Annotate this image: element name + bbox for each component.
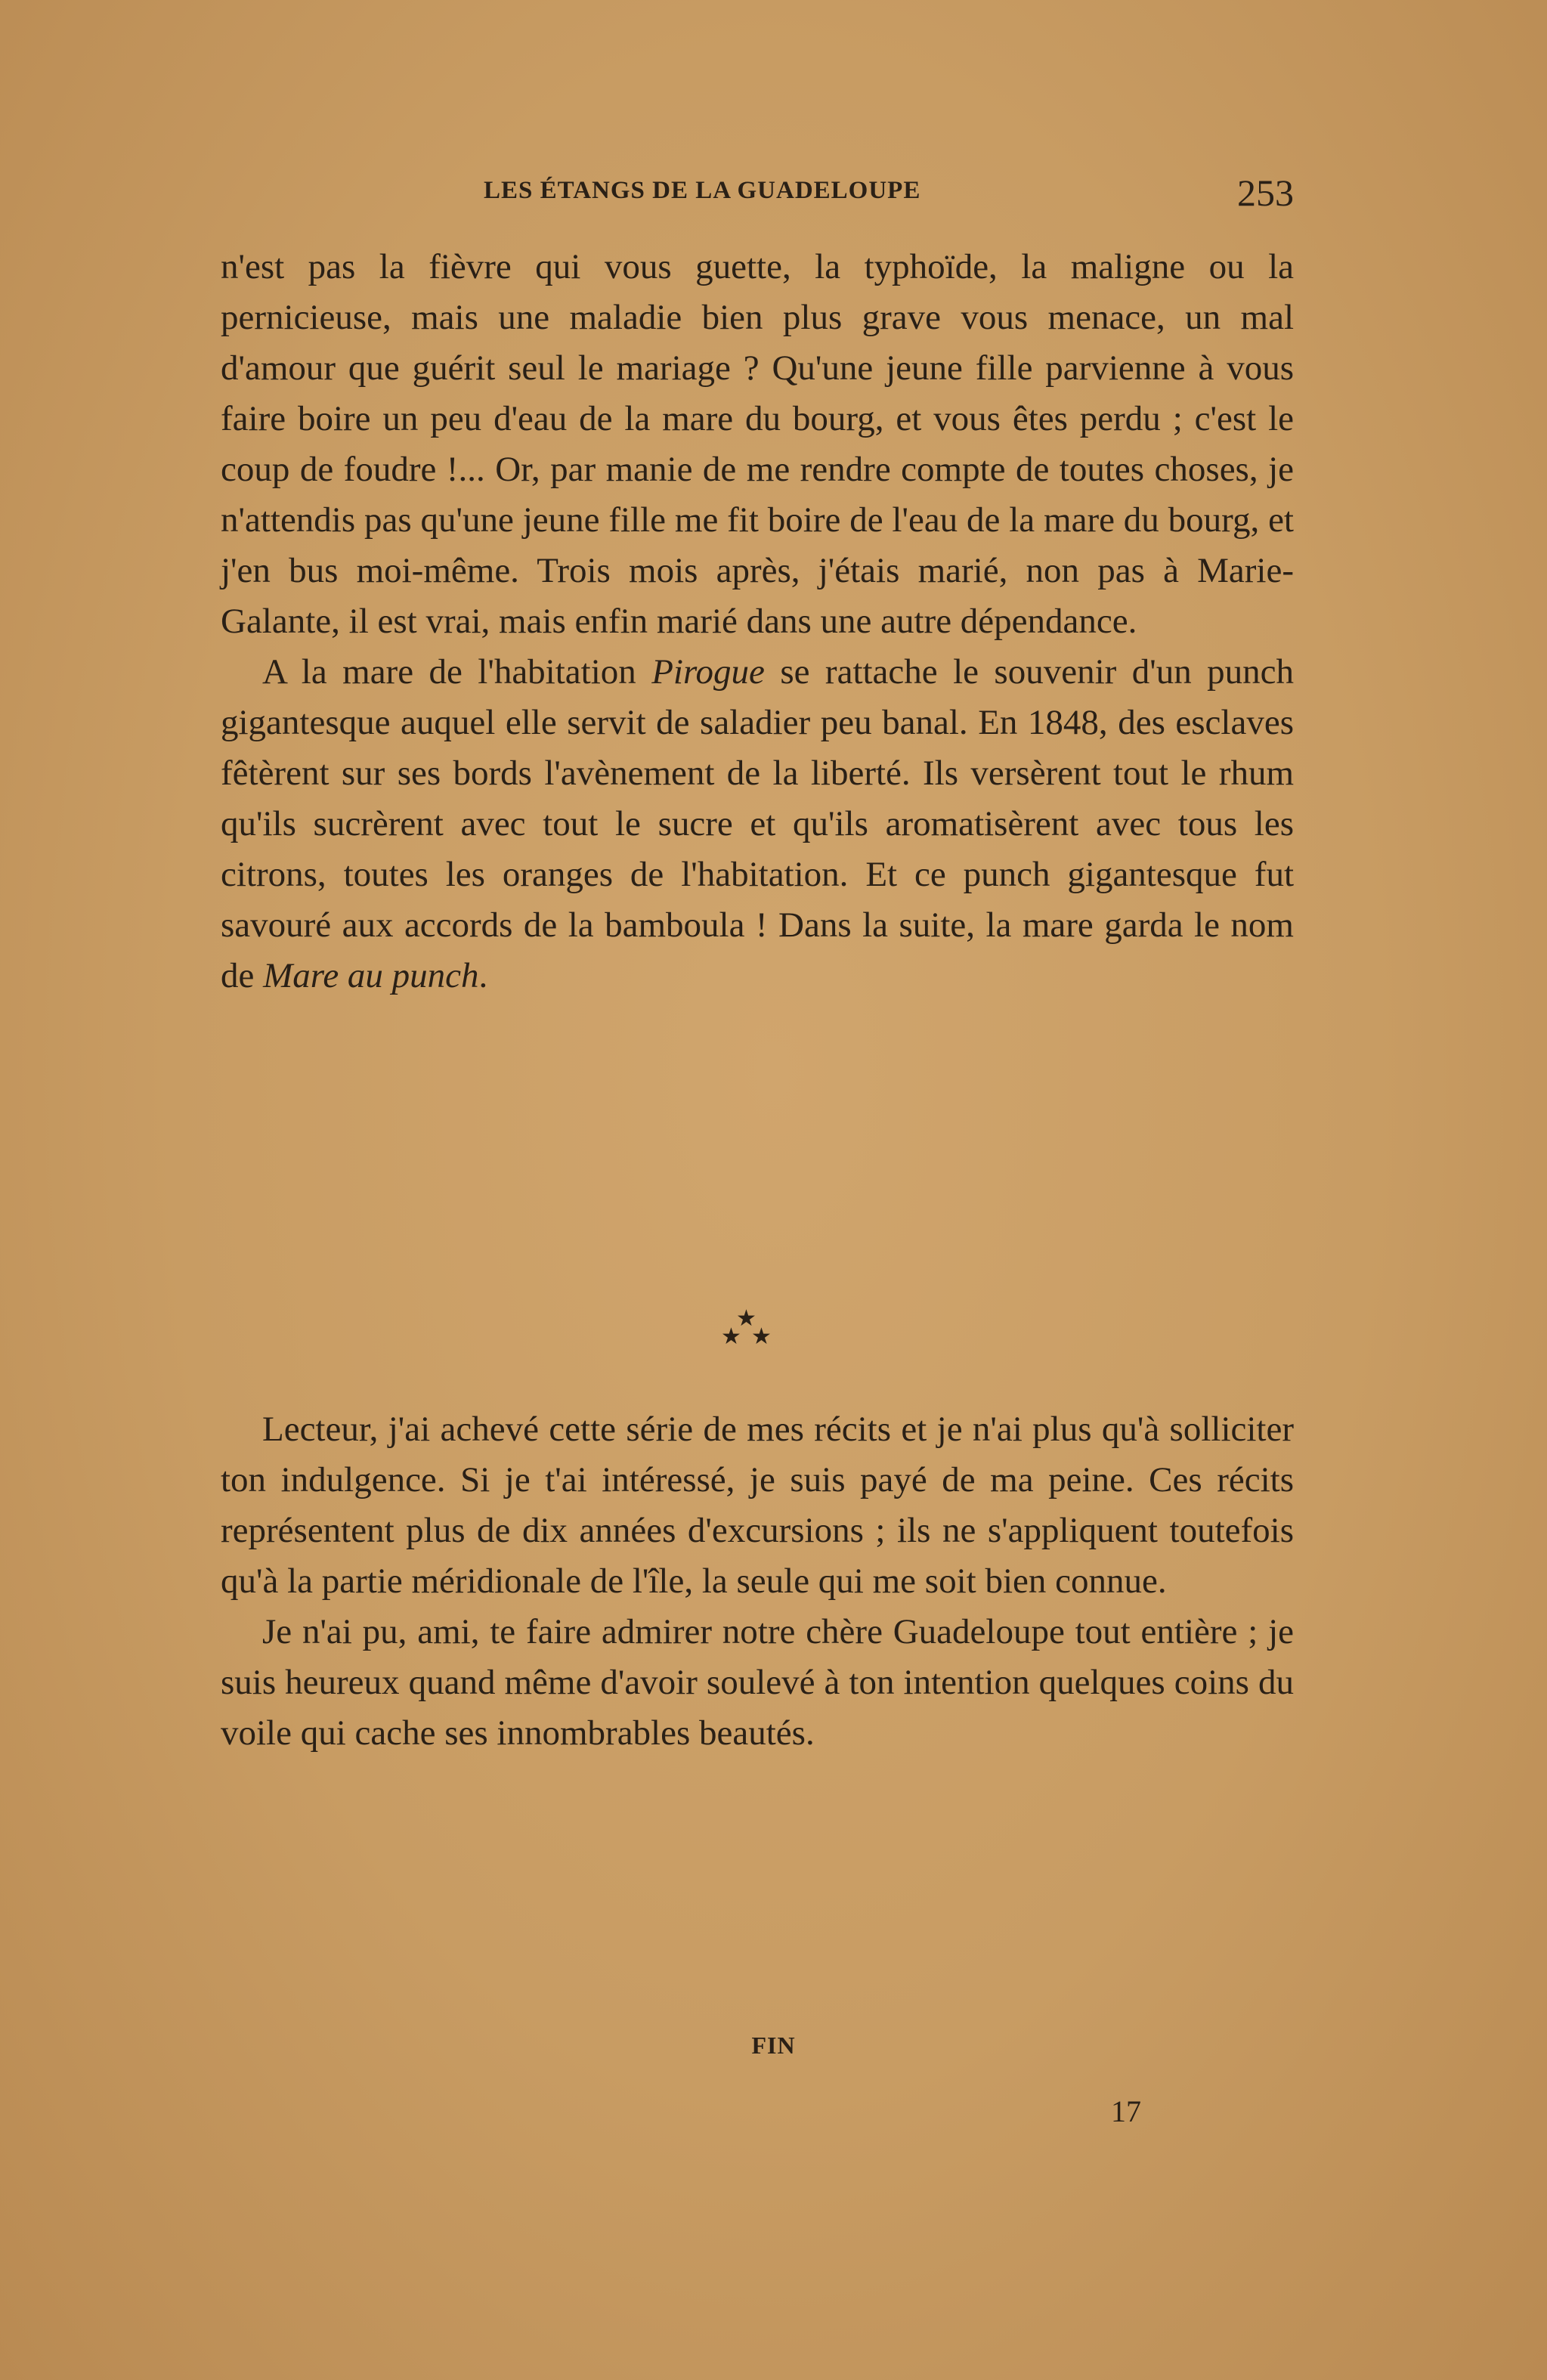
text-block-upper (221, 242, 1294, 1001)
running-head (221, 172, 1294, 218)
signature-number: 17 (1111, 2094, 1141, 2128)
paragraph-closing: Je n'ai pu, ami, te faire admirer notre chère Guadeloupe tout entière ; je suis heureux quand même d'avoir soulevé à ton intention quelques coins du voile qui cache ses innombrables beautés. (221, 1612, 1294, 1753)
star-icon: ★ (736, 1306, 756, 1331)
paragraph-mare-au-punch (221, 647, 1294, 1001)
paragraph-text: . (478, 956, 488, 995)
italic-term: Pirogue (651, 652, 765, 692)
star-icon: ★ (751, 1324, 772, 1349)
paragraph-text: se rattache le souvenir d'un punch gigantesque auquel elle servit de saladier peu banal. En 1848, des esclaves fêtèrent sur ses bords l'avènement de la liberté. Ils versèrent tout le rhum qu'ils sucrèrent avec tout le sucre et qu'ils aromatisèrent avec tous les citrons, toutes les oranges de l'habitation. Et ce punch gigantesque fut savouré aux accords de la bamboula ! Dans la suite, la mare garda le nom de (221, 652, 1294, 995)
running-title: LES ÉTANGS DE LA GUADELOUPE (484, 177, 921, 204)
text-block-lower (221, 1404, 1294, 1759)
italic-term: Mare au punch (263, 956, 479, 995)
end-mark: FIN (751, 2032, 796, 2059)
star-icon: ★ (721, 1324, 741, 1349)
paragraph-text: A la mare de l'habitation (262, 652, 652, 692)
page-number: 253 (1237, 172, 1294, 214)
paragraph-continuation: n'est pas la fièvre qui vous guette, la typhoïde, la maligne ou la pernicieuse, mais une maladie bien plus grave vous menace, un mal d'amour que guérit seul le mariage ? Qu'une jeune fille parvienne à vous faire boire un peu d'eau de la mare du bourg, et vous êtes perdu ; c'est le coup de foudre !... Or, par manie de me rendre compte de toutes choses, je n'attendis pas qu'une jeune fille me fit boire de l'eau de la mare du bourg, et j'en bus moi-même. Trois mois après, j'étais marié, non pas à Marie-Galante, il est vrai, mais enfin marié dans une autre dépendance. (221, 247, 1294, 641)
asterism-ornament (710, 1308, 786, 1360)
paragraph-lecteur: Lecteur, j'ai achevé cette série de mes récits et je n'ai plus qu'à solliciter ton indulgence. Si je t'ai intéressé, je suis payé de ma peine. Ces récits représentent plus de dix années d'excursions ; ils ne s'appliquent toutefois qu'à la partie méridionale de l'île, la seule qui me soit bien connue. (221, 1410, 1294, 1601)
